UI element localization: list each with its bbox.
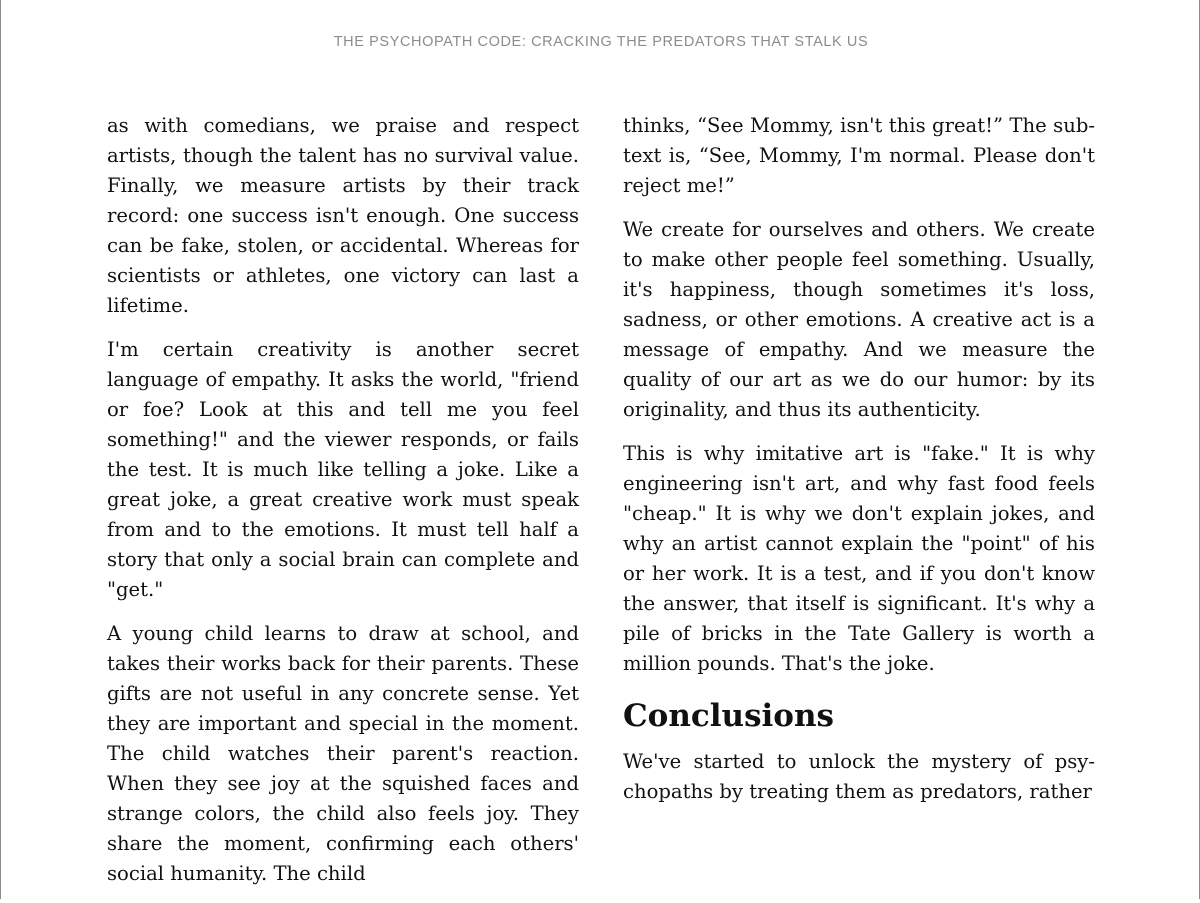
paragraph-creativity-empathy: I'm certain creativity is another secret language of empathy. It asks the world, "friend or foe? Look at this and tell me you feel something!" and the viewer responds, or fails the test. It is much like telling a joke. Like a great joke, a great creative work must speak from and to the emotions. It must tell half a story that only a social brain can complete and "get." bbox=[107, 338, 579, 601]
left-column bbox=[107, 111, 579, 903]
paragraph-imitative-art: This is why imitative art is "fake." It is why engineering isn't art, and why fast food feels "cheap." It is why we don't explain jokes, and why an artist cannot explain the "point" of his or her work. It is a test, and if you don't know the answer, that itself is significant. It's why a pile of bricks in the Tate Gallery is worth a million pounds. That's the joke. bbox=[623, 442, 1095, 675]
paragraph-young-child: A young child learns to draw at school, and takes their works back for their parents. These gifts are not useful in any concrete sense. Yet they are important and special in the moment. The child watches their parent's reaction. When they see joy at the squished faces and strange colors, the child also feels joy. They share the moment, confirming each others' social humanity. The child bbox=[107, 622, 579, 885]
paragraph-see-mommy: thinks, “See Mommy, isn't this great!” The subtext is, “See, Mommy, I'm normal. Please don't reject me!” bbox=[623, 114, 1095, 197]
section-heading-conclusions: Conclusions bbox=[623, 698, 834, 734]
paragraph-artists-track-record: as with comedians, we praise and respect artists, though the talent has no survival value. Finally, we measure artists by their track record: one success isn't enough. One success can be fake, stolen, or accidental. Whereas for scientists or athletes, one victory can last a lifetime. bbox=[107, 114, 579, 317]
paragraph-we-create: We create for ourselves and others. We create to make other people feel something. Usually, it's happiness, though sometimes it's loss, sadness, or other emotions. A creative act is a message of empathy. And we measure the quality of our art as we do our humor: by its originality, and thus its authenticity. bbox=[623, 218, 1095, 421]
running-header: THE PSYCHOPATH CODE: CRACKING THE PREDATORS THAT STALK US bbox=[333, 34, 869, 50]
right-column bbox=[623, 111, 1095, 821]
paragraph-conclusions-intro: We've started to unlock the mystery of psychopaths by treating them as predators, rather bbox=[623, 750, 1095, 803]
